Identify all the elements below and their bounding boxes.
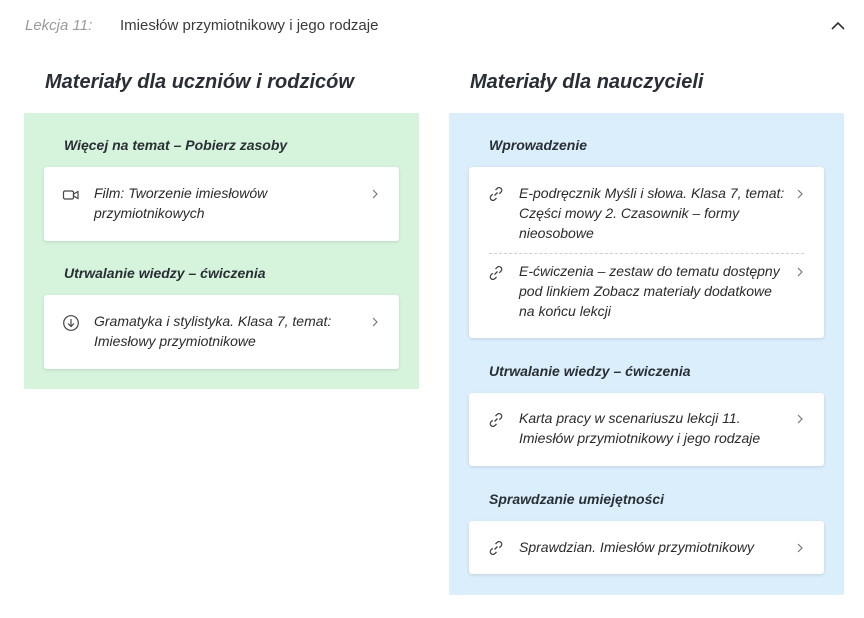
resource-item-e-podrecznik[interactable] [469,167,824,253]
resource-item-label: Karta pracy w scenariuszu lekcji 11. Imiesłów przymiotnikowy i jego rodzaje [519,410,761,446]
link-icon [487,539,505,557]
link-icon [487,411,505,429]
resource-item-e-cwiczenia[interactable] [469,254,824,338]
section-heading: Utrwalanie wiedzy – ćwiczenia [64,265,266,281]
resource-card [469,167,824,338]
resource-item-label: Gramatyka i stylistyka. Klasa 7, temat: Imiesłowy przymiotnikowe [94,313,332,349]
resource-card [469,521,824,574]
lesson-header[interactable] [0,0,864,50]
resource-item-label: Film: Tworzenie imiesłowów przymiotnikowych [94,185,268,221]
section-heading: Wprowadzenie [489,137,588,153]
resource-item-film[interactable] [44,167,399,241]
chevron-right-icon [794,266,806,278]
chevron-right-icon [794,188,806,200]
resource-item-sprawdzian[interactable] [469,521,824,574]
students-materials-panel [24,113,419,389]
chevron-right-icon [369,188,381,200]
teachers-materials-panel [449,113,844,595]
resource-item-label: E-ćwiczenia – zestaw do tematu dostępny pod linkiem Zobacz materiały dodatkowe na końcu lekcji [519,263,780,319]
resource-item-label: Sprawdzian. Imiesłów przymiotnikowy [519,539,754,555]
resource-card [44,295,399,369]
lesson-number: Lekcja 11: [25,17,93,34]
chevron-up-icon[interactable] [826,14,850,38]
chevron-right-icon [369,316,381,328]
chevron-right-icon [794,542,806,554]
section-heading: Sprawdzanie umiejętności [489,491,665,507]
chevron-right-icon [794,413,806,425]
resource-item-label: E-podręcznik Myśli i słowa. Klasa 7, temat: Części mowy 2. Czasownik – formy nieosobowe [519,185,785,241]
link-icon [487,264,505,282]
download-icon [62,314,80,332]
section-heading: Więcej na temat – Pobierz zasoby [64,137,288,153]
section-heading: Utrwalanie wiedzy – ćwiczenia [489,363,691,379]
link-icon [487,185,505,203]
resource-card [469,393,824,466]
resource-card [44,167,399,241]
resource-item-karta-pracy[interactable] [469,393,824,466]
video-camera-icon [62,186,80,204]
lesson-title: Imiesłów przymiotnikowy i jego rodzaje [120,17,379,34]
students-column-title: Materiały dla uczniów i rodziców [45,71,354,93]
teachers-column-title: Materiały dla nauczycieli [470,71,704,93]
resource-item-grammar[interactable] [44,295,399,369]
